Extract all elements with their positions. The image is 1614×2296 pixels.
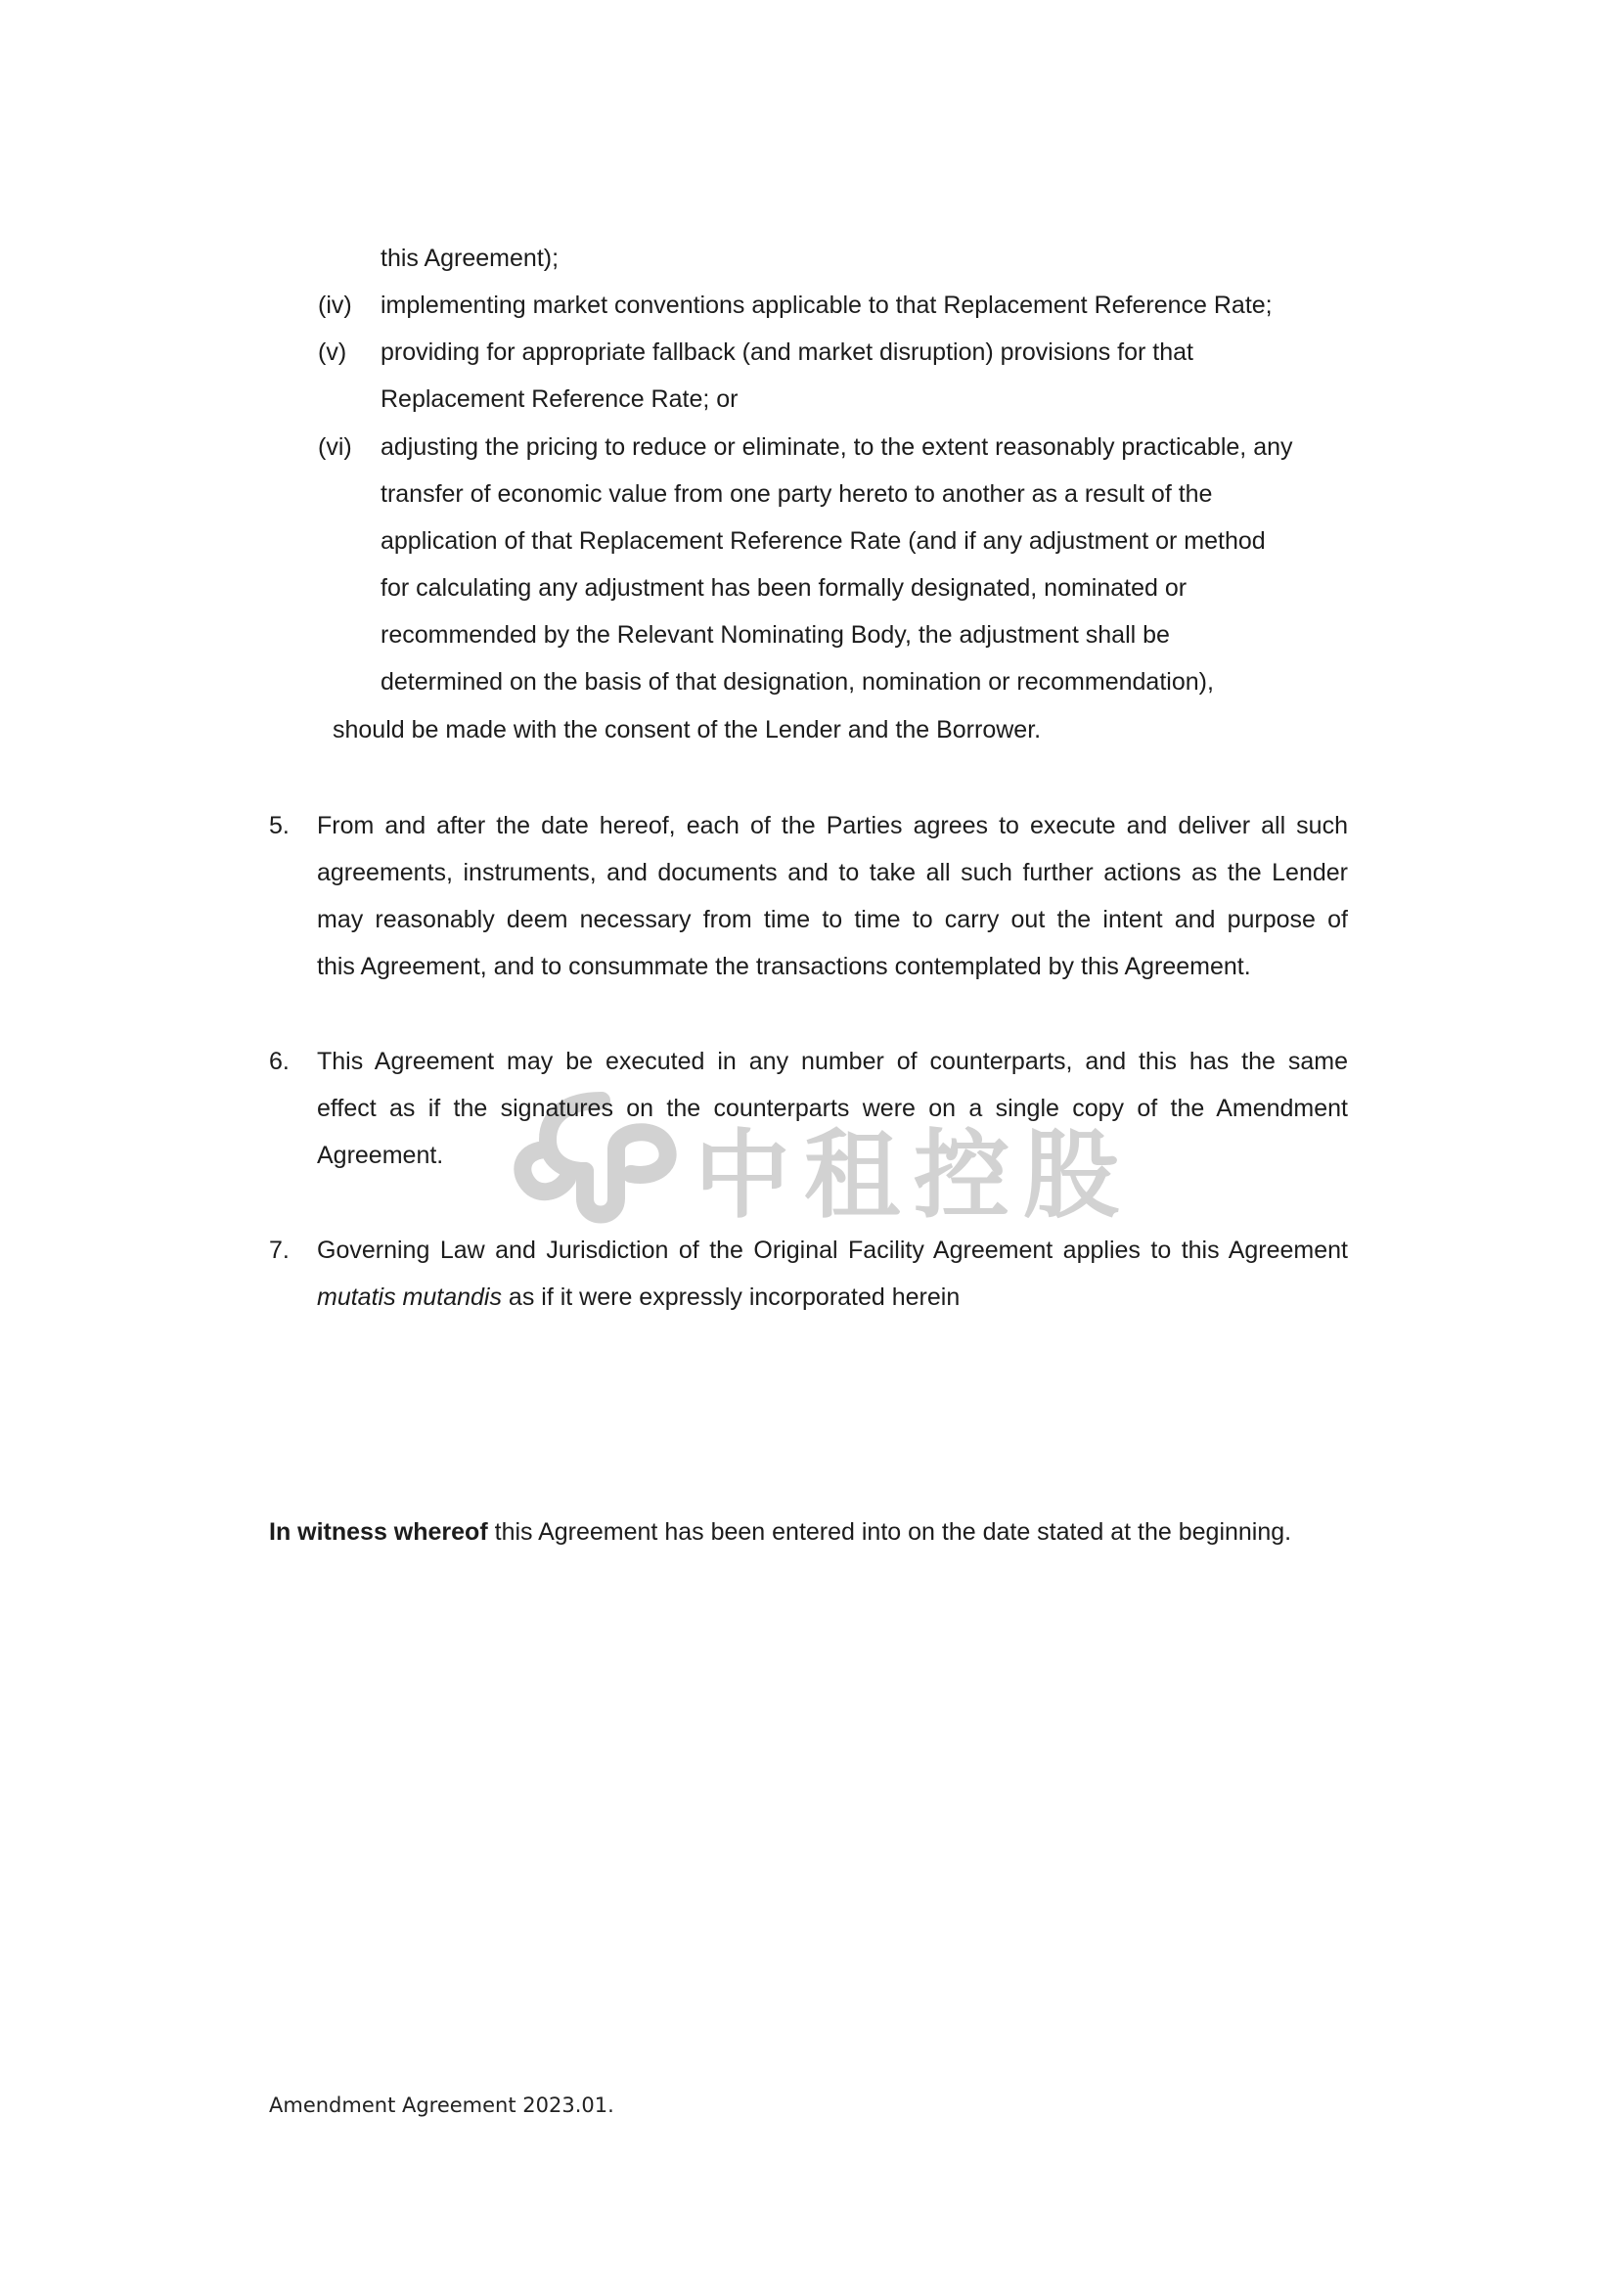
clause4-item-iv-text: implementing market conventions applicable to that Replacement Reference Rate; <box>381 292 1273 319</box>
clause6-number: 6. <box>269 1048 290 1075</box>
clause6-line-2: effect as if the signatures on the counterparts were on a single copy of the Amendment <box>317 1095 1348 1122</box>
clause4-line-continuation: this Agreement); <box>381 245 560 272</box>
clause5-number: 5. <box>269 812 290 839</box>
page-footer: Amendment Agreement 2023.01. <box>269 2093 614 2117</box>
clause4-closing: should be made with the consent of the Lender and the Borrower. <box>333 716 1042 743</box>
clause5-line-3: may reasonably deem necessary from time to time to carry out the intent and purpose of <box>317 906 1348 933</box>
clause5-line-2: agreements, instruments, and documents and to take all such further actions as the Lender <box>317 859 1348 886</box>
witness-statement <box>269 1516 1291 1548</box>
clause6-line-3: Agreement. <box>317 1142 444 1169</box>
watermark-company-name: 中租控股 <box>695 1120 1134 1232</box>
clause4-item-v-text-2: Replacement Reference Rate; or <box>381 385 739 413</box>
clause4-item-v-text-1: providing for appropriate fallback (and market disruption) provisions for that <box>381 338 1193 366</box>
clause4-item-vi-text-5: recommended by the Relevant Nominating Body, the adjustment shall be <box>381 621 1170 649</box>
clause7-number: 7. <box>269 1237 290 1264</box>
clause4-item-vi-text-2: transfer of economic value from one party hereto to another as a result of the <box>381 480 1213 508</box>
clause5-line-1: From and after the date hereof, each of the Parties agrees to execute and deliver all such <box>317 812 1348 839</box>
clause6-line-1: This Agreement may be executed in any number of counterparts, and this has the same <box>317 1048 1348 1075</box>
clause7-latin-phrase: mutatis mutandis <box>317 1283 502 1311</box>
witness-rest: this Agreement has been entered into on the date stated at the beginning. <box>487 1518 1292 1546</box>
clause4-item-vi-text-1: adjusting the pricing to reduce or eliminate, to the extent reasonably practicable, any <box>381 433 1293 461</box>
clause4-item-v-marker: (v) <box>318 338 347 366</box>
clause4-item-iv-marker: (iv) <box>318 292 352 319</box>
clause4-item-vi-marker: (vi) <box>318 433 352 461</box>
witness-lead: In witness whereof <box>269 1518 488 1546</box>
clause4-item-vi-text-4: for calculating any adjustment has been formally designated, nominated or <box>381 574 1188 602</box>
clause7-line-1: Governing Law and Jurisdiction of the Original Facility Agreement applies to this Agreement <box>317 1237 1348 1264</box>
clause4-item-vi-text-3: application of that Replacement Reference Rate (and if any adjustment or method <box>381 527 1266 555</box>
clause5-line-4: this Agreement, and to consummate the transactions contemplated by this Agreement. <box>317 953 1251 980</box>
clause4-item-vi-text-6: determined on the basis of that designation, nomination or recommendation), <box>381 668 1214 696</box>
clause7-line-2 <box>317 1282 960 1313</box>
clause7-line-2-rest: as if it were expressly incorporated herein <box>501 1283 961 1311</box>
